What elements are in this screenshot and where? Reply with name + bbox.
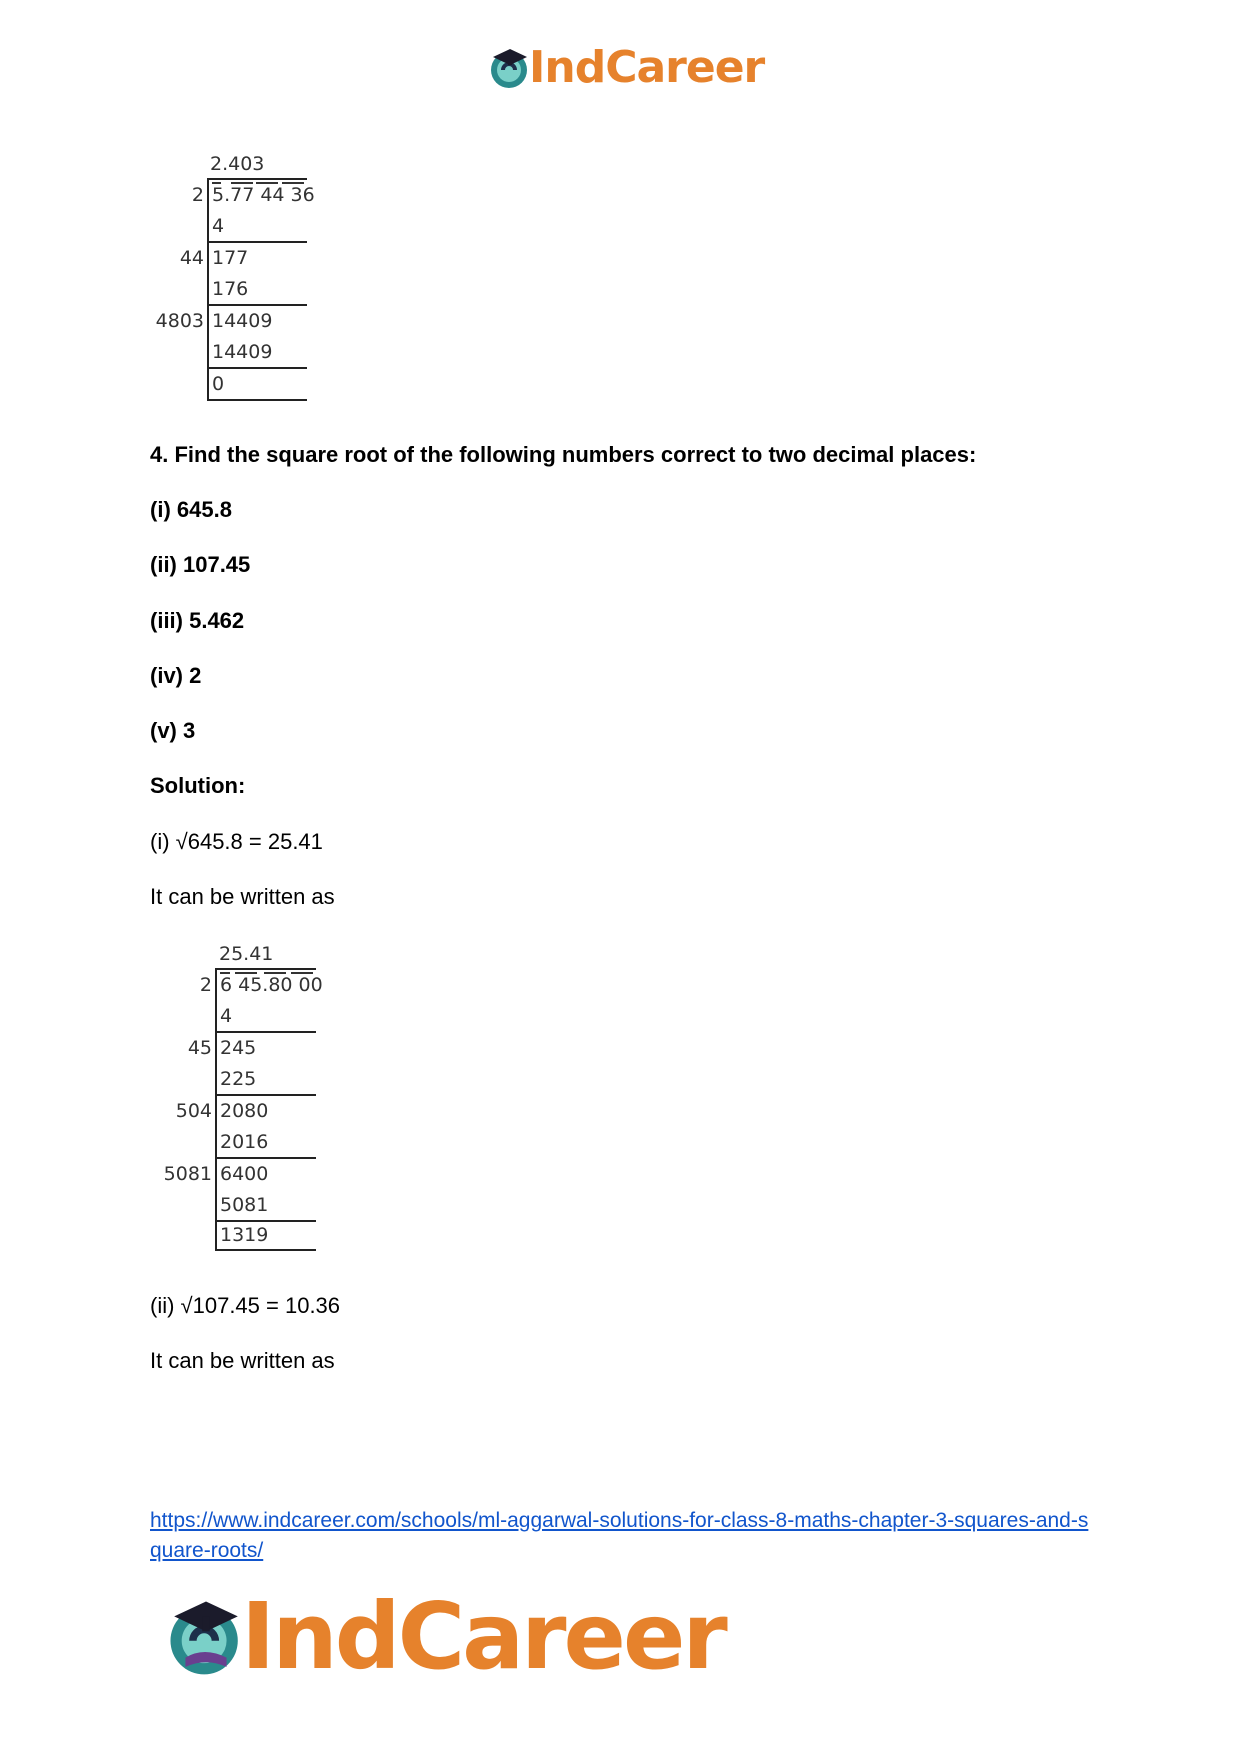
divisor: 2 [199, 974, 212, 996]
dividend: 6 45.80 00 [220, 974, 323, 996]
divisor: 5081 [163, 1163, 212, 1185]
divisor: 45 [187, 1037, 212, 1059]
division-row: 176 [212, 278, 249, 300]
division-row: 245 [220, 1037, 257, 1059]
divisor: 504 [175, 1100, 212, 1122]
question-title: 4. Find the square root of the following numbers correct to two decimal places: [150, 442, 977, 467]
graduation-globe-icon [487, 45, 533, 91]
division-row: 177 [212, 247, 249, 269]
divisor: 4803 [155, 310, 204, 332]
solution-part-2: (ii) √107.45 = 10.36 [150, 1293, 341, 1318]
division-row: 2016 [220, 1131, 269, 1153]
division-row: 14409 [212, 310, 273, 332]
written-as-2: It can be written as [150, 1348, 335, 1373]
footer-logo[interactable] [163, 1583, 725, 1690]
question-item: (i) 645.8 [150, 497, 232, 522]
remainder: 0 [212, 373, 225, 395]
division-row: 5081 [220, 1194, 269, 1216]
dividend: 5.77 44 36 [212, 184, 315, 206]
source-link[interactable]: https://www.indcareer.com/schools/ml-aggarwal-solutions-for-class-8-maths-chapter-3-squares-and-square-roots/ [150, 1509, 1089, 1562]
division-row: 225 [220, 1068, 257, 1090]
division-row: 14409 [212, 341, 273, 363]
division-row: 4 [212, 215, 225, 237]
divisor: 2 [191, 184, 204, 206]
graduation-globe-icon [163, 1594, 249, 1680]
written-as-1: It can be written as [150, 884, 335, 909]
long-division-1 [140, 150, 320, 400]
quotient: 2.403 [210, 153, 265, 175]
question-item: (ii) 107.45 [150, 552, 251, 577]
division-row: 2080 [220, 1100, 269, 1122]
long-division-2 [146, 940, 326, 1252]
logo-text: IndCareer [529, 42, 765, 93]
quotient: 25.41 [219, 943, 274, 965]
solution-label: Solution: [150, 773, 246, 798]
division-row: 6400 [220, 1163, 269, 1185]
solution-part-1: (i) √645.8 = 25.41 [150, 829, 323, 854]
question-item: (iii) 5.462 [150, 608, 245, 633]
division-row: 4 [220, 1005, 233, 1027]
question-item: (iv) 2 [150, 663, 202, 688]
header-logo[interactable] [487, 42, 764, 93]
logo-text: IndCareer [241, 1583, 725, 1690]
remainder: 1319 [220, 1224, 269, 1246]
divisor: 44 [179, 247, 204, 269]
question-item: (v) 3 [150, 718, 196, 743]
